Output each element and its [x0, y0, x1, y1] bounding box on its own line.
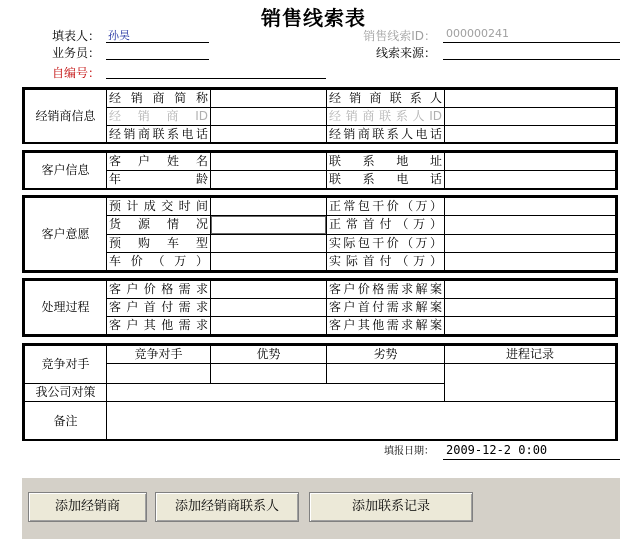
customer-address-field[interactable] [445, 153, 616, 171]
salesman-label: 业务员： [51, 46, 100, 60]
customer-address-label: 联系地址 [327, 153, 445, 171]
dealer-short-name-label: 经销商简称 [107, 90, 211, 108]
page-title: 销售线索表 [261, 6, 366, 30]
button-bar [22, 478, 620, 539]
actual-down-label: 实际首付（万） [327, 252, 445, 270]
customer-age-label: 年龄 [107, 171, 211, 189]
fill-date-line [443, 459, 620, 460]
lead-id-line [443, 42, 620, 43]
customer-age-field[interactable] [211, 171, 327, 189]
dealer-contact-id-field[interactable] [445, 108, 616, 126]
col-rival-header: 竞争对手 [107, 346, 211, 364]
normal-price-field[interactable] [445, 198, 616, 216]
self-no-label: 自编号： [51, 66, 100, 80]
col-progress-header: 进程记录 [445, 346, 616, 364]
add-dealer-button[interactable]: 添加经销商 [28, 492, 147, 522]
other-solution-field[interactable] [445, 317, 616, 335]
process-section [22, 278, 618, 337]
filler-line [106, 42, 209, 43]
col-strength-header: 优势 [211, 346, 327, 364]
competition-section [22, 343, 618, 441]
down-need-field[interactable] [211, 299, 327, 317]
price-solution-field[interactable] [445, 281, 616, 299]
fill-date-value: 2009-12-2 0:00 [446, 443, 548, 457]
dealer-short-name-field[interactable] [211, 90, 327, 108]
dealer-section [22, 87, 618, 144]
dealer-section-label: 经销商信息 [25, 90, 107, 144]
price-solution-label: 客户价格需求解案 [327, 281, 445, 299]
dealer-contact-phone-field[interactable] [445, 126, 616, 144]
filler-label: 填表人： [51, 29, 100, 43]
customer-name-field[interactable] [211, 153, 327, 171]
strategy-field[interactable] [107, 384, 445, 402]
remark-label: 备注 [25, 402, 107, 441]
process-section-label: 处理过程 [25, 281, 107, 335]
progress-field[interactable] [445, 364, 616, 402]
price-need-field[interactable] [211, 281, 327, 299]
customer-section-label: 客户信息 [25, 153, 107, 189]
dealer-phone-label: 经销商联系电话 [107, 126, 211, 144]
lead-id-label: 销售线索ID： [363, 29, 436, 43]
customer-name-label: 客户姓名 [107, 153, 211, 171]
lead-id-value: 000000241 [446, 27, 509, 40]
lead-source-label: 线索来源： [375, 46, 436, 60]
normal-down-label: 正常首付（万） [327, 216, 445, 234]
dealer-phone-field[interactable] [211, 126, 327, 144]
supply-label: 货源情况 [107, 216, 211, 234]
car-price-field[interactable] [211, 252, 327, 270]
lead-source-field[interactable] [443, 59, 620, 60]
strategy-label: 我公司对策 [25, 384, 107, 402]
deal-time-field[interactable] [211, 198, 327, 216]
other-need-field[interactable] [211, 317, 327, 335]
strength-field[interactable] [211, 364, 327, 384]
dealer-id-label: 经销商ID [107, 108, 211, 126]
dealer-contact-id-label: 经销商联系人ID [327, 108, 445, 126]
filler-value: 孙昊 [108, 29, 130, 42]
salesman-field[interactable] [106, 59, 209, 60]
down-need-label: 客户首付需求 [107, 299, 211, 317]
col-weakness-header: 劣势 [327, 346, 445, 364]
customer-section [22, 150, 618, 190]
normal-down-field[interactable] [445, 216, 616, 234]
dealer-contact-field[interactable] [445, 90, 616, 108]
actual-price-field[interactable] [445, 234, 616, 252]
customer-phone-label: 联系电话 [327, 171, 445, 189]
down-solution-field[interactable] [445, 299, 616, 317]
normal-price-label: 正常包干价（万） [327, 198, 445, 216]
other-need-label: 客户其他需求 [107, 317, 211, 335]
self-no-field[interactable] [106, 78, 326, 79]
competition-section-label: 竞争对手 [25, 346, 107, 384]
intent-section [22, 195, 618, 273]
actual-price-label: 实际包干价（万） [327, 234, 445, 252]
fill-date-label: 填报日期： [384, 446, 434, 457]
deal-time-label: 预计成交时间 [107, 198, 211, 216]
customer-phone-field[interactable] [445, 171, 616, 189]
car-model-label: 预购车型 [107, 234, 211, 252]
price-need-label: 客户价格需求 [107, 281, 211, 299]
add-dealer-contact-button[interactable]: 添加经销商联系人 [155, 492, 299, 522]
dealer-contact-label: 经销商联系人 [327, 90, 445, 108]
actual-down-field[interactable] [445, 252, 616, 270]
supply-field[interactable] [211, 216, 327, 234]
weakness-field[interactable] [327, 364, 445, 384]
dealer-id-field[interactable] [211, 108, 327, 126]
car-model-field[interactable] [211, 234, 327, 252]
other-solution-label: 客户其他需求解案 [327, 317, 445, 335]
add-contact-record-button[interactable]: 添加联系记录 [309, 492, 473, 522]
remark-field[interactable] [107, 402, 616, 441]
intent-section-label: 客户意愿 [25, 198, 107, 271]
rival-field[interactable] [107, 364, 211, 384]
dealer-contact-phone-label: 经销商联系人电话 [327, 126, 445, 144]
car-price-label: 车价（万） [107, 252, 211, 270]
down-solution-label: 客户首付需求解案 [327, 299, 445, 317]
